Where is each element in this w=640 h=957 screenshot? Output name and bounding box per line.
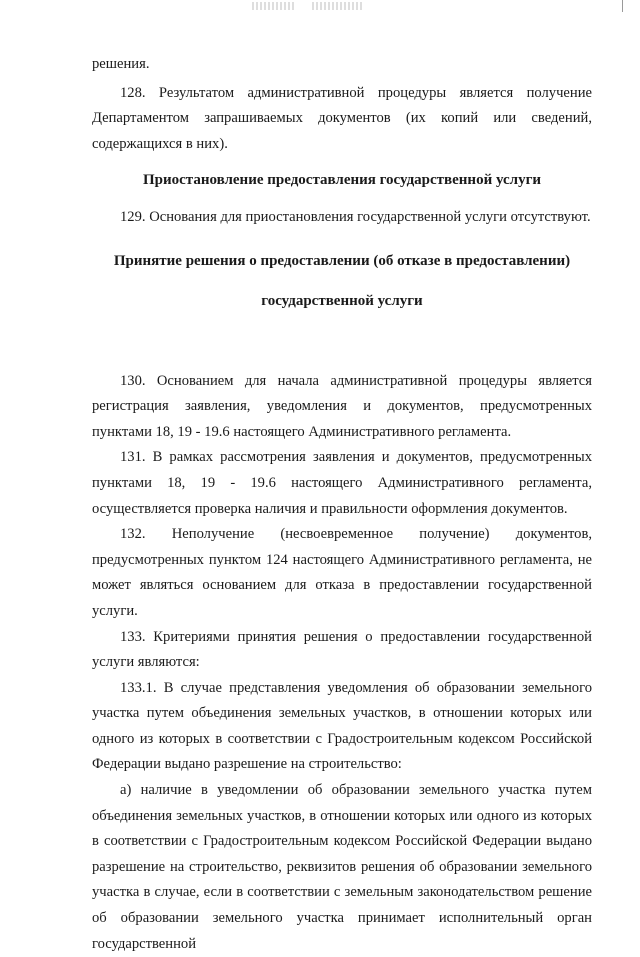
scan-artifact <box>252 2 294 10</box>
spacer <box>92 321 592 369</box>
paragraph-133: 133. Критериями принятия решения о предоставлении государственной услуги являются: <box>92 628 592 671</box>
paragraph-133-1-a: а) наличие в уведомлении об образовании земельного участка путем объединения земельных участков, в отношении которых или одного из которых в соответствии с Градостроительным кодексом Российской Федерации выдано разрешение на строительство, реквизитов решения об образовании земельного участка в случае, если в соответствии с земельным законодательством решение об образовании земельного участка принимает исполнительный орган государственной <box>92 782 592 952</box>
section-heading-suspension: Приостановление предоставления государственной услуги <box>142 172 542 189</box>
paragraph-133-1: 133.1. В случае представления уведомления об образовании земельного участка путем объединения земельных участков, в отношении которых или одного из которых в соответствии с Градостроительным кодексом Российской Федерации выдано разрешение на строительство: <box>92 679 592 773</box>
paragraph-129: 129. Основания для приостановления государственной услуги отсутствуют. <box>120 208 591 225</box>
scan-edge-mark <box>622 0 623 12</box>
paragraph-130: 130. Основанием для начала административной процедуры является регистрация заявления, уведомления и документов, предусмотренных пунктами 18, 19 - 19.6 настоящего Административного регламента. <box>92 372 592 440</box>
continuation-text: решения. <box>92 56 150 72</box>
paragraph-131: 131. В рамках рассмотрения заявления и документов, предусмотренных пунктами 18, 19 - 19.6 настоящего Административного регламента, осуществляется проверка наличия и правильности оформления документов. <box>92 449 592 517</box>
section-heading-decision: Принятие решения о предоставлении (об отказе в предоставлении) государственной услуги <box>113 252 571 309</box>
scan-artifact <box>312 2 364 10</box>
paragraph-128: 128. Результатом административной процедуры является получение Департаментом запрашиваемых документов (их копий или сведений, содержащихся в них). <box>92 84 592 152</box>
paragraph-132: 132. Неполучение (несвоевременное получение) документов, предусмотренных пунктом 124 настоящего Административного регламента, не может являться основанием для отказа в предоставлении государственной услуги. <box>92 526 592 619</box>
document-body <box>92 52 592 957</box>
